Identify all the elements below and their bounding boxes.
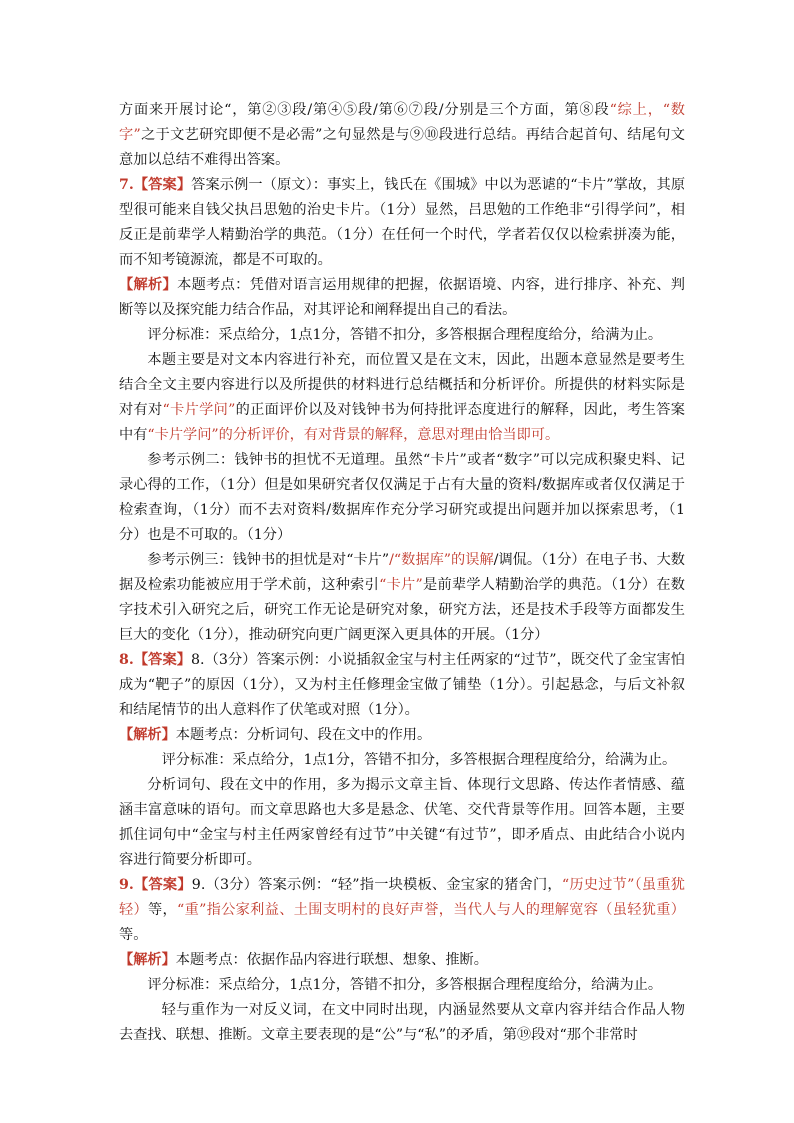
q7-example-3 <box>119 548 685 648</box>
q7-answer <box>119 173 685 273</box>
q9-analysis <box>119 948 685 973</box>
q8-discussion: 分析词句、段在文中的作用，多为揭示文章主旨、体现行文思路、传达作者情感、蕴涵丰富意味的语句。而文章思路也大多是悬念、伏笔、交代背景等作用。回答本题，主要抓住词句中“金宝与村主任两家曾经有过节”中关键“有过节”，即矛盾点、由此结合小说内容进行简要分析即可。 <box>119 777 685 868</box>
document-page <box>119 98 685 1048</box>
q9-standard: 评分标准：采点给分，1点1分，答错不扣分，多答根据合理程度给分，给满为止。 <box>147 977 663 993</box>
q7-standard: 评分标准：采点给分，1点1分，答错不扣分，多答根据合理程度给分，给满为止。 <box>147 327 663 343</box>
q8-standard: 评分标准：采点给分，1点1分，答错不扣分，多答根据合理程度给分，给满为止。 <box>161 752 677 768</box>
q8-analysis <box>119 723 685 748</box>
text-highlight: “卡片” <box>379 577 423 593</box>
text: 的正面评价以及对钱钟书为何持批评态度进行的解释，因此，考生答案中有 <box>119 402 685 443</box>
text-highlight: “综上，“数字” <box>119 102 685 143</box>
text-highlight: “历史过节”（虽重犹轻） <box>119 877 685 918</box>
text: 答案示例一（原文）：事实上，钱氏在《围城》中以为恶谑的“卡片”掌故，其原型很可能来自钱父执吕思勉的治史卡片。（1分）显然，吕思勉的工作绝非“引得学问”，相反正是前辈学人精勤治学的典范。（1分）在任何一个时代，学者若仅仅以检索拼凑为能，而不知考镜源流，都是不可取的。 <box>119 177 686 268</box>
q7-heading: 7.【答案】 <box>119 177 192 193</box>
text-highlight: “重”指公家利益、土围支明村的良好声誉，当代人与人的理解宽容（虽轻犹重） <box>177 902 685 918</box>
text-highlight: “卡片学问”的分析评价，有对背景的解释，意思对理由恰当即可。 <box>147 427 560 443</box>
text: 等， <box>148 902 178 918</box>
analysis-heading: 【解析】 <box>119 952 176 968</box>
q8-answer <box>119 648 685 723</box>
text: 是前辈学人精勤治学的典范。（1分）在数字技术引入研究之后，研究工作无论是研究对象，研究方法，还是技术手段等方面都发生巨大的变化（1分），推动研究向更广阔更深入更具体的开展。（1分） <box>119 577 685 643</box>
text: 本题主要是对文本内容进行补充，而位置又是在文末，因此，出题本意显然是要考生结合全文主要内容进行以及所提供的材料进行总结概括和分析评价。所提供的材料实际是对有对 <box>119 352 685 418</box>
q7-example-2: 参考示例二：钱钟书的担忧不无道理。虽然“卡片”或者“数字”可以完成积聚史料、记录心得的工作，（1分）但是如果研究者仅仅满足于占有大量的资料/数据库或者仅仅满足于检索查询，（1分）而不去对资料/数据库作充分学习研究或提出问题并加以探索思考，（1分）也是不可取的。（1分） <box>119 452 685 543</box>
text: 本题考点：凭借对语言运用规律的把握，依据语境、内容，进行排序、补充、判断等以及探究能力结合作品，对其评论和阐释提出自己的看法。 <box>119 277 685 318</box>
text: 本题考点：依据作品内容进行联想、想象、推断。 <box>175 952 488 968</box>
text: 等。 <box>119 927 148 943</box>
q9-answer <box>119 873 685 948</box>
text-highlight: “卡片学问” <box>162 402 236 418</box>
text: /调侃。（1分）在电子书、大数据及检索功能被应用于学术前，这种索引 <box>119 552 685 593</box>
text: 8.（3分）答案示例：小说插叙金宝与村主任两家的“过节”，既交代了金宝害怕成为“靶子”的原因（1分），又为村主任修理金宝做了铺垫（1分）。引起悬念，与后文补叙和结尾情节的出人意料作了伏笔或对照（1分）。 <box>119 652 685 718</box>
q9-discussion: 轻与重作为一对反义词，在文中同时出现，内涵显然要从文章内容并结合作品人物去查找、联想、推断。文章主要表现的是“公”与“私”的矛盾，第⑲段对“那个非常时 <box>119 1002 685 1043</box>
text: 方面来开展讨论“，第②③段/第④⑤段/第⑥⑦段/分别是三个方面，第⑧段 <box>119 102 610 118</box>
q8-heading: 8.【答案】 <box>119 652 191 668</box>
q9-heading: 9.【答案】 <box>119 877 192 893</box>
analysis-heading: 【解析】 <box>119 277 178 293</box>
q7-discussion <box>119 348 685 448</box>
text: 参考示例三：钱钟书的担忧是对“卡片” <box>147 552 390 568</box>
analysis-heading: 【解析】 <box>119 727 176 743</box>
text-highlight: /“数据库”的误解 <box>389 552 494 568</box>
text: 9.（3分）答案示例：“轻”指一块模板、金宝家的猪舍门， <box>191 877 562 893</box>
q7-analysis <box>119 273 685 323</box>
text: 之于文艺研究即便不是必需”之句显然是与⑨⑩段进行总结。再结合起首句、结尾句文意加以总结不难得出答案。 <box>119 127 685 168</box>
para-intro <box>119 98 685 173</box>
text: 本题考点：分析词句、段在文中的作用。 <box>175 727 432 743</box>
